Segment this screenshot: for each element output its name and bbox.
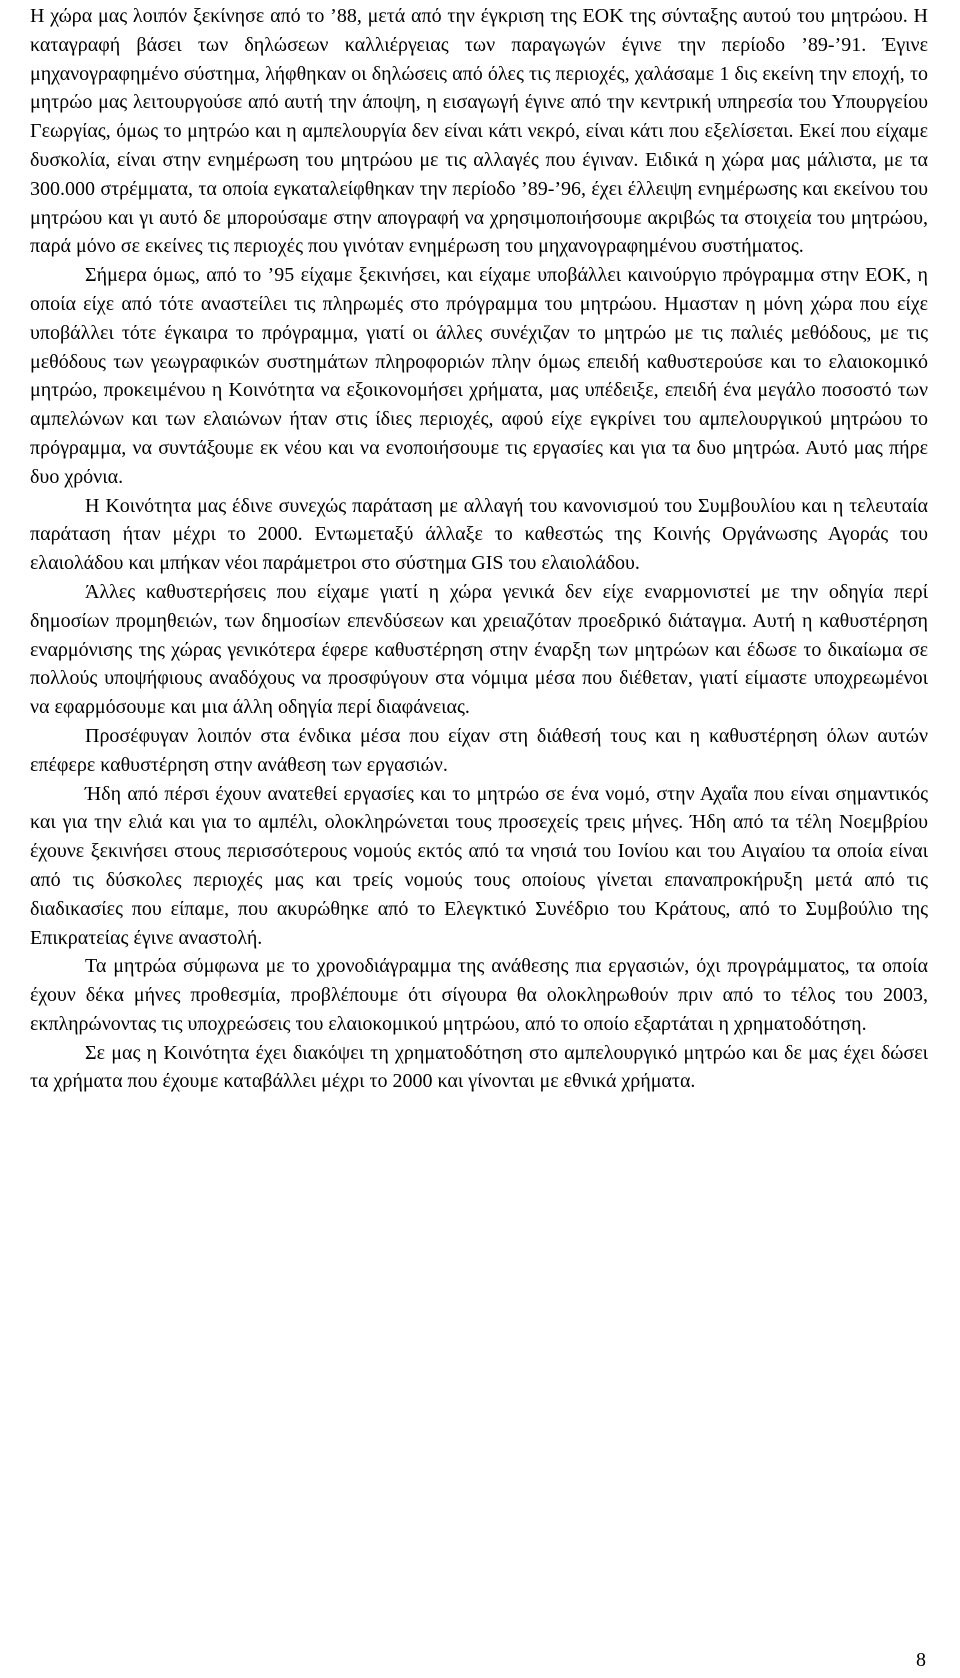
paragraph-8: Σε μας η Κοινότητα έχει διακόψει τη χρηματοδότηση στο αμπελουργικό μητρώο και δε μας έχει δώσει τα χρήματα που έχουμε καταβάλλει μέχρι το 2000 και γίνονται με εθνικά χρήματα. (30, 1041, 928, 1093)
paragraph-1: Η χώρα μας λοιπόν ξεκίνησε από το ’88, μετά από την έγκριση της ΕΟΚ της σύνταξης αυτού του μητρώου. Η καταγραφή βάσει των δηλώσεων καλλιέργειας των παραγωγών έγινε την περίοδο ’89-’91. Έγινε μηχανογραφημένο σύστημα, λήφθηκαν οι δηλώσεις από όλες τις περιοχές, χαλάσαμε 1 δις εκείνη την εποχή, το μητρώο μας λειτουργούσε από αυτή την άποψη, η εισαγωγή έγινε από την κεντρική υπηρεσία του Υπουργείου Γεωργίας, όμως το μητρώο και η αμπελουργία δεν είναι κάτι νεκρό, είναι κάτι που εξελίσεται. Εκεί που είχαμε δυσκολία, είναι στην ενημέρωση του μητρώου με τις αλλαγές που έγιναν. Ειδικά η χώρα μας μάλιστα, με τα 300.000 στρέμματα, τα οποία εγκαταλείφθηκαν την περίοδο ’89-’96, έχει έλλειψη ενημέρωσης και εκείνου του μητρώου και γι αυτό δε μπορούσαμε στην απογραφή να χρησιμοποιήσουμε ακριβώς τα στοιχεία του μητρώου, παρά μόνο σε εκείνες τις περιοχές που γινόταν ενημέρωση του μηχανογραφημένου συστήματος. (30, 5, 928, 258)
page-number: 8 (916, 1649, 926, 1671)
paragraph-7: Τα μητρώα σύμφωνα με το χρονοδιάγραμμα της ανάθεσης πια εργασιών, όχι προγράμματος, τα οποία έχουν δέκα μήνες προθεσμία, προβλέπουμε ότι σίγουρα θα ολοκληρωθούν πριν από το τέλος του 2003, εκπληρώνοντας τις υποχρεώσεις του ελαιοκομικού μητρώου, από το οποίο εξαρτάται η χρηματοδότηση. (30, 955, 928, 1035)
paragraph-4: Άλλες καθυστερήσεις που είχαμε γιατί η χώρα γενικά δεν είχε εναρμονιστεί με την οδηγία περί δημοσίων προμηθειών, των δημοσίων επενδύσεων και χρειαζόταν προεδρικό διάταγμα. Αυτή η καθυστέρηση εναρμόνισης της χώρας γενικότερα έφερε καθυστέρηση στην έναρξη των μητρώων και έδωσε το δικαίωμα σε πολλούς υποψήφιους αναδόχους να προσφύγουν στα νόμιμα μέσα που διέθεταν, γιατί είμαστε υποχρεωμένοι να εφαρμόσουμε και μια άλλη οδηγία περί διαφάνειας. (30, 580, 928, 719)
paragraph-5: Προσέφυγαν λοιπόν στα ένδικα μέσα που είχαν στη διάθεσή τους και η καθυστέρηση όλων αυτών επέφερε καθυστέρηση στην ανάθεση των εργασιών. (30, 724, 928, 776)
paragraph-6: Ήδη από πέρσι έχουν ανατεθεί εργασίες και το μητρώο σε ένα νομό, στην Αχαΐα που είναι σημαντικός και για την ελιά και για το αμπέλι, ολοκληρώνεται τους προσεχείς τρεις μήνες. Ήδη από τα τέλη Νοεμβρίου έχουνε ξεκινήσει στους περισσότερους νομούς εκτός από τα νησιά του Ιονίου και του Αιγαίου τα οποία είναι από τις δύσκολες περιοχές μας και τρείς νομούς τους οποίους γίνεται επαναπροκήρυξη μετά από τις διαδικασίες που είπαμε, που ακυρώθηκε από το Ελεγκτικό Συνέδριο του Κράτους, από το Συμβούλιο της Επικρατείας έγινε αναστολή. (30, 782, 928, 949)
paragraph-2: Σήμερα όμως, από το ’95 είχαμε ξεκινήσει, και είχαμε υποβάλλει καινούργιο πρόγραμμα στην ΕΟΚ, η οποία είχε από τότε αναστείλει τις πληρωμές στο πρόγραμμα του μητρώου. Ημασταν η μόνη χώρα που είχε υποβάλλει τότε έγκαιρα το πρόγραμμα, γιατί οι άλλες συνέχιζαν το μητρώο με τις παλιές μεθόδους, με τις μεθόδους των γεωγραφικών συστημάτων πληροφοριών πλην όμως επειδή καθυστερούσε και το ελαιοκομικό μητρώο, προκειμένου η Κοινότητα να εξοικονομήσει χρήματα, μας υπέδειξε, επειδή ένα μεγάλο ποσοστό των αμπελώνων και των ελαιώνων ήταν στις ίδιες περιοχές, αφού είχε εγκρίνει του αμπελουργικού μητρώου το πρόγραμμα, να συντάξουμε εκ νέου και να ενοποιήσουμε τις εργασίες και για τα δυο μητρώα. Αυτό μας πήρε δυο χρόνια. (30, 264, 928, 488)
document-page (30, 2, 928, 1096)
paragraph-3: Η Κοινότητα μας έδινε συνεχώς παράταση με αλλαγή του κανονισμού του Συμβουλίου και η τελευταία παράταση ήταν μέχρι το 2000. Εντωμεταξύ άλλαξε το καθεστώς της Κοινής Οργάνωσης Αγοράς του ελαιολάδου και μπήκαν νέοι παράμετροι στο σύστημα GIS του ελαιολάδου. (30, 494, 928, 575)
